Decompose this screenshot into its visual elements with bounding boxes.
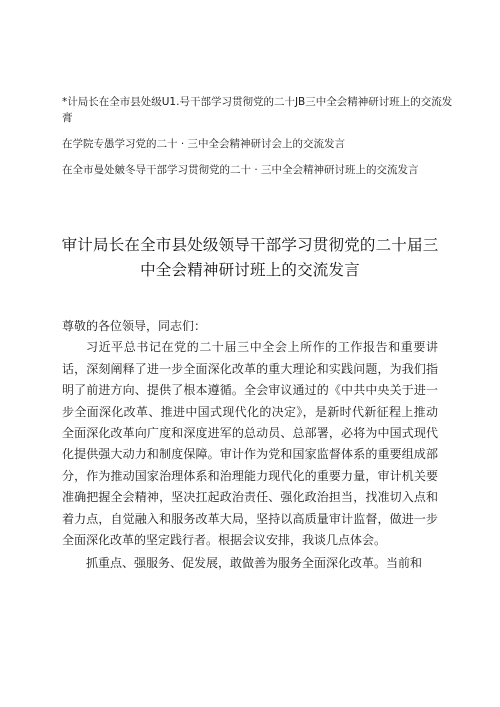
toc-item-3[interactable]: 在全市曼处皴冬导干部学习贯彻党的二十 · 三中全会精神研讨班上的交流发言 — [62, 164, 419, 176]
salutation: 尊敬的各位领导，同志们： — [62, 319, 207, 333]
title-line-1: 审计局长在全市县处级领导干部学习贯彻党的二十届三 — [61, 236, 439, 254]
table-of-contents — [62, 94, 456, 178]
toc-item-2[interactable]: 在学院专愚学习党的二十 · 三中全会精神研讨会上的交流发言 — [62, 138, 346, 150]
title-line-2: 中全会精神研讨班上的交流发言 — [140, 261, 360, 279]
document-title — [50, 233, 450, 283]
toc-item-1[interactable]: *计局长在全市县处级U1.号干部学习贯彻党的二十JB三中全会精神研讨班上的交流发膏 — [62, 96, 453, 124]
paragraph-1: 习近平总书记在党的二十届三中全会上所作的工作报告和重要讲话，深刻阐释了进一步全面深化改革的重大理论和实践问题，为我们指明了前进方向、提供了根本遵循。全会审议通过的《中共中央关于进一步全面深化改革、推进中国式现代化的决定》，是新时代新征程上推动全面深化改革向广度和深度进军的总动员、总部署，必将为中国式现代化提供强大动力和制度保障。审计作为党和国家监督体系的重要组成部分，作为推动国家治理体系和治理能力现代化的重要力量，审计机关要准确把握全会精神，坚决扛起政治责任、强化政治担当，找准切入点和着力点，自觉融入和服务改革大局，坚持以高质量审计监督，做进一步全面深化改革的坚定践行者。根据会议安排，我谈几点体会。 — [62, 340, 438, 548]
paragraph-2: 抓重点、强服务、促发展，敢做善为服务全面深化改革。当前和 — [86, 556, 423, 571]
document-body — [62, 316, 438, 575]
